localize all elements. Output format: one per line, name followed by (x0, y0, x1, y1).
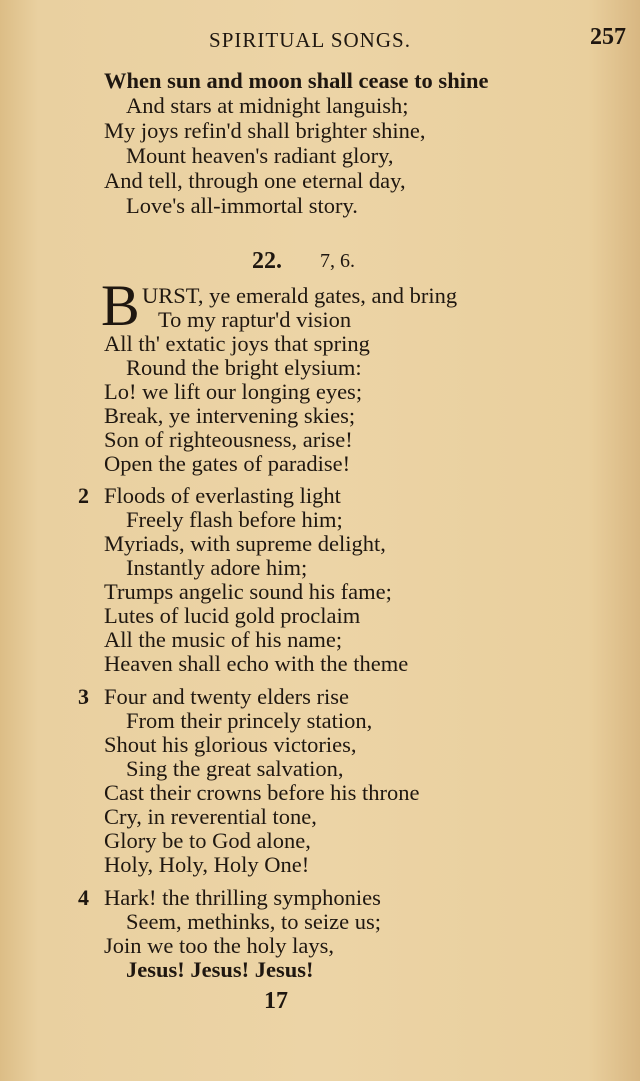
verse-line: Glory be to God alone, (104, 828, 311, 853)
verse-line: Cry, in reverential tone, (104, 804, 317, 829)
verse-line: Shout his glorious victories, (104, 732, 357, 757)
verse-line: URST, ye emerald gates, and bring (142, 283, 458, 308)
verse-line: Floods of everlasting light (104, 483, 341, 508)
verse-number: 2 (78, 483, 89, 508)
verse-line: Myriads, with supreme delight, (104, 531, 386, 556)
verse-line: Mount heaven's radiant glory, (126, 143, 394, 168)
verse-line: Instantly adore him; (126, 555, 308, 580)
verse-line: From their princely station, (126, 708, 373, 733)
verse-line: Son of righteousness, arise! (104, 427, 353, 452)
verse-line: Lo! we lift our longing eyes; (104, 379, 363, 404)
verse-line: Love's all-immortal story. (126, 193, 358, 218)
verse-line: Open the gates of paradise! (104, 451, 351, 476)
verse-line: Four and twenty elders rise (104, 684, 349, 709)
verse-line: My joys refin'd shall brighter shine, (104, 118, 426, 143)
verse-number: 3 (78, 684, 89, 709)
running-header: SPIRITUAL SONGS. (209, 28, 411, 52)
signature-mark: 17 (264, 988, 288, 1014)
hymn-meter: 7, 6. (320, 250, 355, 272)
verse-line: Seem, methinks, to seize us; (126, 909, 381, 934)
page-number: 257 (590, 24, 626, 50)
verse-line: Lutes of lucid gold proclaim (104, 603, 361, 628)
verse-line: Break, ye intervening skies; (104, 403, 356, 428)
verse-line: When sun and moon shall cease to shine (104, 68, 489, 93)
verse-line: All the music of his name; (104, 627, 343, 652)
drop-cap: B (101, 273, 140, 338)
verse-line: Jesus! Jesus! Jesus! (126, 957, 314, 982)
verse-line: Cast their crowns before his throne (104, 780, 420, 805)
verse-line: Trumps angelic sound his fame; (104, 579, 392, 604)
verse-line: Heaven shall echo with the theme (104, 651, 409, 676)
verse-line: Join we too the holy lays, (104, 933, 334, 958)
verse-line: Round the bright elysium: (126, 355, 362, 380)
verse-line: Sing the great salvation, (126, 756, 344, 781)
verse-line: All th' extatic joys that spring (104, 331, 370, 356)
verse-line: Holy, Holy, Holy One! (104, 852, 310, 877)
verse-line: And stars at midnight languish; (126, 93, 409, 118)
verse-line: Freely flash before him; (126, 507, 343, 532)
verse-line: To my raptur'd vision (158, 307, 352, 332)
verse-number: 4 (78, 885, 89, 910)
verse-line: And tell, through one eternal day, (104, 168, 406, 193)
verse-line: Hark! the thrilling symphonies (104, 885, 381, 910)
hymn-number: 22. (252, 248, 282, 274)
